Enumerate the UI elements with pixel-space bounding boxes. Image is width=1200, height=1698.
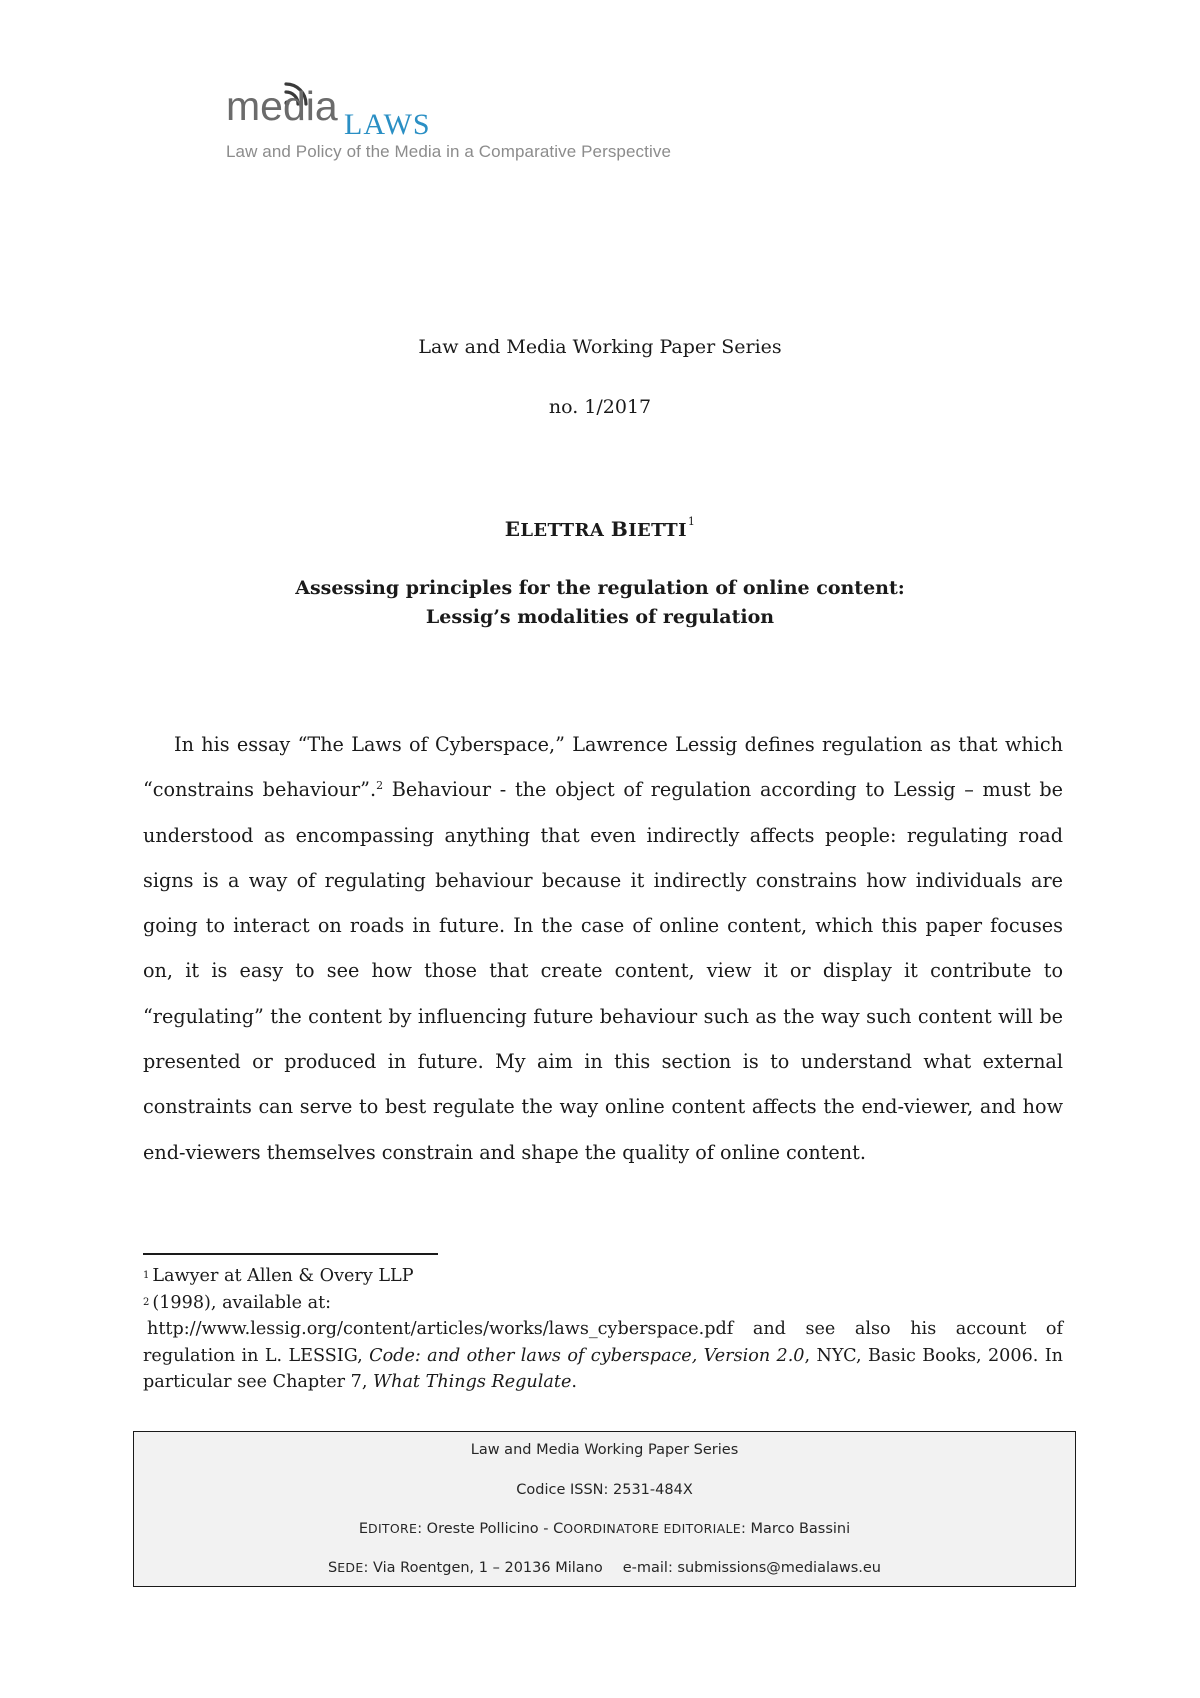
footnote-2-mark: 2 bbox=[143, 1296, 150, 1308]
footnote-divider bbox=[143, 1253, 438, 1255]
footnote-2-chapter-title: What Things Regulate bbox=[373, 1372, 572, 1392]
footnote-2-book-title: Code: and other laws of cyberspace, Version 2.0 bbox=[369, 1345, 805, 1366]
series-title: Law and Media Working Paper Series bbox=[418, 336, 782, 358]
footnote-2-author: LESSIG bbox=[288, 1345, 358, 1366]
footnote-2-body bbox=[143, 1316, 1063, 1396]
box-editors bbox=[134, 1521, 1075, 1537]
paper-title-line-2: Lessig’s modalities of regulation bbox=[425, 606, 775, 628]
body-footnote-mark[interactable]: 2 bbox=[376, 779, 384, 793]
medialaws-logo-mark bbox=[226, 78, 466, 142]
sede-label: EDE bbox=[337, 1560, 364, 1575]
footnote-1-text: Lawyer at Allen & Overy LLP bbox=[152, 1266, 414, 1286]
footnote-2-end: . bbox=[571, 1372, 577, 1392]
author-last-initial: B bbox=[610, 517, 629, 541]
coord-label: OORDINATORE EDITORIALE bbox=[563, 1521, 741, 1536]
paper-title bbox=[0, 574, 1200, 632]
footnote-2-publisher: , NYC, Basic Books, 2006. In particular see Chapter 7, bbox=[143, 1345, 1063, 1392]
coord-name: : Marco Bassini bbox=[740, 1521, 851, 1537]
sede-initial: S bbox=[327, 1560, 338, 1576]
logo-tagline: Law and Policy of the Media in a Comparative Perspective bbox=[226, 142, 671, 161]
footnote-2-comma: , bbox=[357, 1345, 370, 1366]
footnote-2-url[interactable]: http://www.lessig.org/content/articles/works/laws_cyberspace.pdf bbox=[147, 1319, 734, 1339]
editore-initial: E bbox=[358, 1521, 369, 1537]
coord-initial: C bbox=[553, 1521, 564, 1537]
footnote-2-mid: and see also his account of regulation in L. bbox=[143, 1319, 1063, 1366]
box-series-title: Law and Media Working Paper Series bbox=[470, 1442, 739, 1458]
footnote-1-mark: 1 bbox=[143, 1270, 150, 1281]
footnotes bbox=[143, 1263, 1063, 1396]
footnote-2-lead: (1998), available at: bbox=[152, 1292, 332, 1313]
author-name bbox=[0, 517, 1200, 541]
paper-title-line-1: Assessing principles for the regulation of online content: bbox=[295, 577, 905, 599]
body-paragraph bbox=[143, 722, 1063, 1175]
sede-address: : Via Roentgen, 1 – 20136 Milano bbox=[363, 1560, 603, 1576]
logo-word-media: media bbox=[226, 83, 338, 129]
footnote-1 bbox=[143, 1263, 1063, 1290]
paper-number: no. 1/2017 bbox=[548, 396, 652, 418]
body-text-after-note: Behaviour - the object of regulation according to Lessig – must be understood as encompassing anything that even indirectly affects people: regulating road signs is a way of regulating behaviour because it indirectly constrains how individuals are going to interact on roads in future. In the case of online content, which this paper focuses on, it is easy to see how those that create content, view it or display it contribute to “regulating” the content by influencing future behaviour such as the way such content will be presented or produced in future. My aim in this section is to understand what external constraints can serve to best regulate the way online content affects the end-viewer, and how end-viewers themselves constrain and shape the quality of online content. bbox=[143, 778, 1063, 1164]
editore-label: DITORE bbox=[368, 1521, 418, 1536]
editorial-info-box bbox=[133, 1431, 1076, 1587]
body-text bbox=[143, 722, 1063, 1175]
footnote-2-first-line bbox=[143, 1290, 1063, 1317]
author-first-rest: LETTRA bbox=[520, 520, 605, 541]
author-first-initial: E bbox=[504, 517, 521, 541]
logo-word-laws: LAWS bbox=[344, 108, 431, 141]
editore-name: : Oreste Pollicino - bbox=[417, 1521, 554, 1537]
submission-email[interactable]: e-mail: submissions@medialaws.eu bbox=[622, 1560, 881, 1576]
box-address bbox=[134, 1560, 1075, 1576]
author-footnote-mark[interactable]: 1 bbox=[687, 515, 696, 528]
author-last-rest: IETTI bbox=[628, 520, 687, 541]
box-issn: Codice ISSN: 2531-484X bbox=[516, 1482, 693, 1498]
body-text-before-note: In his essay “The Laws of Cyberspace,” Lawrence Lessig defines regulation as that which “constrains behaviour”. bbox=[143, 733, 1063, 802]
